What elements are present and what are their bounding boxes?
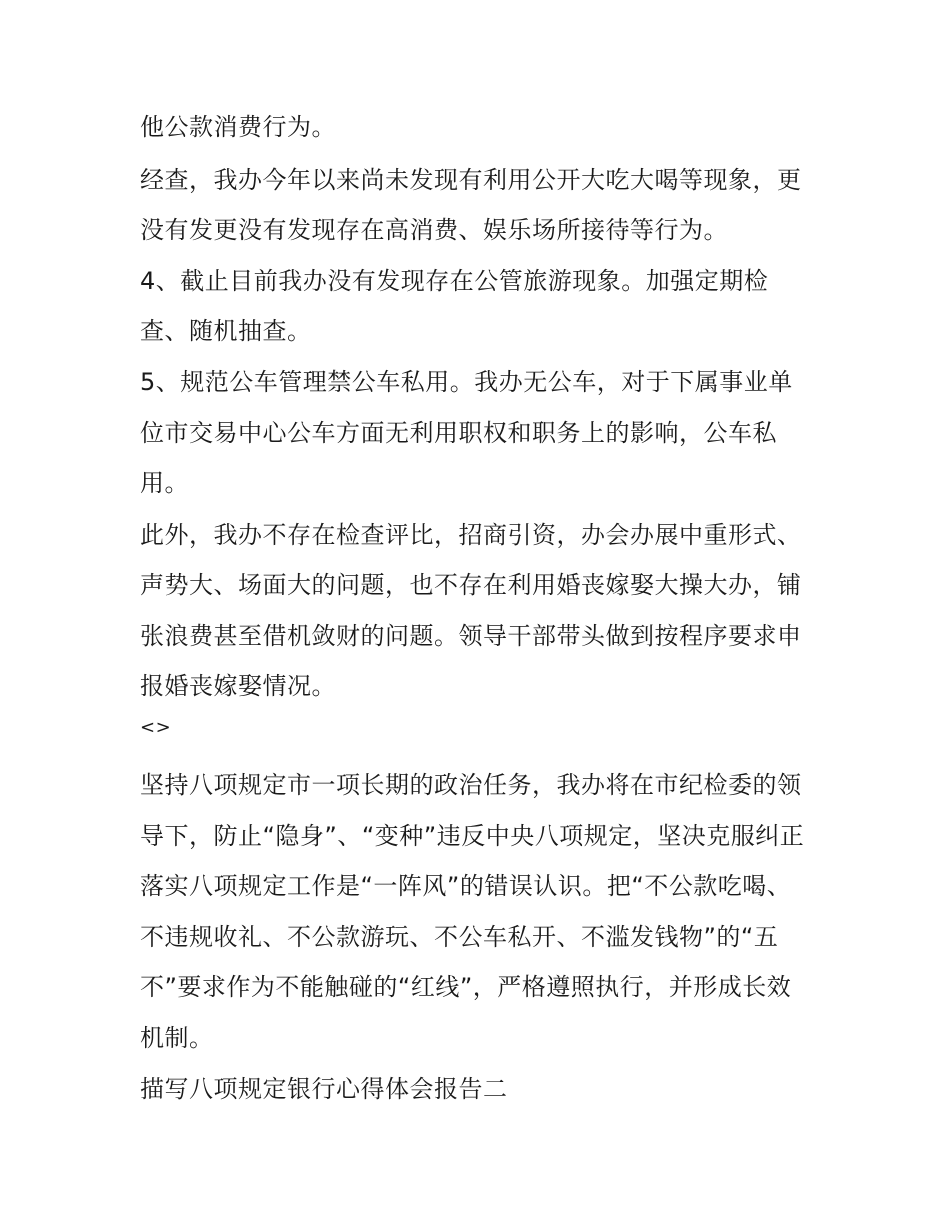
text-line: 5、规范公车管理禁公车私用。我办无公车，对于下属事业单 xyxy=(140,368,793,396)
section-title: 描写八项规定银行心得体会报告二 xyxy=(140,1075,508,1103)
text-line: 他公款消费行为。 xyxy=(140,113,336,141)
text-line: 不违规收礼、不公款游玩、不公车私开、不滥发钱物”的“五 xyxy=(140,923,779,951)
text-line: 导下，防止“隐身”、“变种”违反中央八项规定，坚决克服纠正 xyxy=(140,822,805,850)
text-line: 坚持八项规定市一项长期的政治任务，我办将在市纪检委的领 xyxy=(140,771,802,799)
text-line: 没有发更没有发现存在高消费、娱乐场所接待等行为。 xyxy=(140,216,728,244)
placeholder-marker: <> xyxy=(140,717,172,738)
text-line: 报婚丧嫁娶情况。 xyxy=(140,672,336,700)
text-line: 不”要求作为不能触碰的“红线”，严格遵照执行，并形成长效 xyxy=(140,973,792,1001)
text-line: 落实八项规定工作是“一阵风”的错误认识。把“不公款吃喝、 xyxy=(140,872,792,900)
text-line: 用。 xyxy=(140,469,189,497)
text-line: 4、截止目前我办没有发现存在公管旅游现象。加强定期检 xyxy=(140,267,769,295)
text-line: 经查，我办今年以来尚未发现有利用公开大吃大喝等现象，更 xyxy=(140,166,802,194)
text-line: 声势大、场面大的问题，也不存在利用婚丧嫁娶大操大办，铺 xyxy=(140,571,802,599)
text-line: 查、随机抽查。 xyxy=(140,317,312,345)
text-line: 张浪费甚至借机敛财的问题。领导干部带头做到按程序要求申 xyxy=(140,622,802,650)
text-line: 机制。 xyxy=(140,1024,214,1052)
text-line: 位市交易中心公车方面无利用职权和职务上的影响，公车私 xyxy=(140,419,777,447)
text-line: 此外，我办不存在检查评比，招商引资，办会办展中重形式、 xyxy=(140,521,802,549)
